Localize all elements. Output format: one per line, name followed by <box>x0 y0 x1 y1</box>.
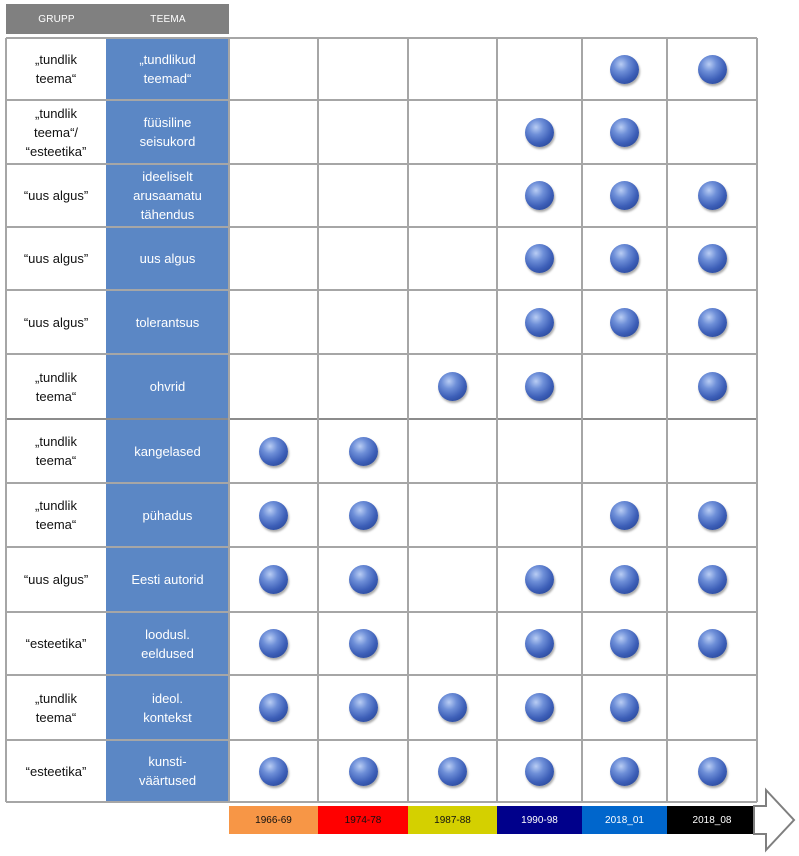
presence-marker <box>610 55 639 84</box>
presence-marker <box>259 693 288 722</box>
presence-marker <box>349 757 378 786</box>
period-label: 2018_08 <box>667 806 757 834</box>
period-label: 1990-98 <box>497 806 582 834</box>
teema-label: uus algus <box>139 251 196 266</box>
column-divider <box>317 38 319 802</box>
presence-marker <box>610 244 639 273</box>
column-divider <box>581 38 583 802</box>
period-label: 1974-78 <box>318 806 408 834</box>
presence-marker <box>525 372 554 401</box>
column-divider <box>756 38 758 802</box>
presence-marker <box>525 181 554 210</box>
presence-marker <box>698 629 727 658</box>
teema-label: Eesti autorid <box>131 572 204 587</box>
presence-marker <box>349 565 378 594</box>
column-divider <box>407 38 409 802</box>
grupp-label: “uus algus” <box>23 251 89 266</box>
presence-marker <box>259 629 288 658</box>
presence-marker <box>698 501 727 530</box>
column-divider <box>496 38 498 802</box>
presence-marker <box>259 437 288 466</box>
teema-label: ideeliselt arusaamatu tähendus <box>133 169 202 222</box>
presence-marker <box>525 244 554 273</box>
grupp-label: “esteetika” <box>25 763 87 779</box>
presence-marker <box>698 55 727 84</box>
presence-marker <box>349 693 378 722</box>
presence-marker <box>525 629 554 658</box>
grupp-label: „tundlik teema“ <box>35 369 77 404</box>
presence-marker <box>438 757 467 786</box>
grupp-label: „tundlik teema“ <box>35 690 77 725</box>
presence-marker <box>525 693 554 722</box>
presence-marker <box>698 757 727 786</box>
presence-marker <box>259 501 288 530</box>
presence-marker <box>525 118 554 147</box>
column-divider <box>666 38 668 802</box>
presence-marker <box>525 757 554 786</box>
teema-label: „tundlikud teemad“ <box>139 52 196 86</box>
presence-marker <box>698 308 727 337</box>
presence-marker <box>610 308 639 337</box>
presence-marker <box>259 757 288 786</box>
teema-label: pühadus <box>142 507 193 523</box>
presence-marker <box>610 118 639 147</box>
presence-marker <box>438 372 467 401</box>
presence-marker <box>525 308 554 337</box>
presence-marker <box>698 565 727 594</box>
presence-marker <box>259 565 288 594</box>
presence-marker <box>698 244 727 273</box>
presence-marker <box>610 181 639 210</box>
period-label: 1987-88 <box>408 806 497 834</box>
presence-marker <box>610 565 639 594</box>
teema-label: loodusl. eeldused <box>141 626 194 661</box>
presence-marker <box>698 372 727 401</box>
grupp-label: „tundlik teema“/ “esteetika” <box>25 105 87 159</box>
teema-label: kunsti- väärtused <box>138 754 197 788</box>
period-label: 2018_01 <box>582 806 667 834</box>
presence-marker <box>698 181 727 210</box>
teema-label: tolerantsus <box>135 314 200 330</box>
presence-marker <box>349 437 378 466</box>
presence-marker <box>610 501 639 530</box>
teema-label: ohvrid <box>149 379 186 394</box>
presence-marker <box>610 757 639 786</box>
teema-label: füüsiline seisukord <box>139 115 196 149</box>
teema-label: kangelased <box>134 443 201 459</box>
presence-marker <box>349 501 378 530</box>
grupp-label: „tundlik teema“ <box>35 498 77 532</box>
presence-marker <box>610 693 639 722</box>
teema-label: ideol. kontekst <box>143 690 192 725</box>
header-grupp: GRUPP <box>6 4 107 34</box>
grupp-label: “uus algus” <box>23 572 89 587</box>
grupp-label: “uus algus” <box>23 314 89 330</box>
presence-marker <box>438 693 467 722</box>
grupp-label: „tundlik teema“ <box>35 434 77 468</box>
header-teema: TEEMA <box>107 4 229 34</box>
timeline-arrow-icon <box>752 786 798 856</box>
period-label: 1966-69 <box>229 806 318 834</box>
presence-marker <box>349 629 378 658</box>
grupp-label: „tundlik teema“ <box>35 52 77 86</box>
presence-marker <box>525 565 554 594</box>
presence-marker <box>610 629 639 658</box>
grupp-label: “uus algus” <box>23 188 89 203</box>
grupp-label: “esteetika” <box>25 636 87 651</box>
